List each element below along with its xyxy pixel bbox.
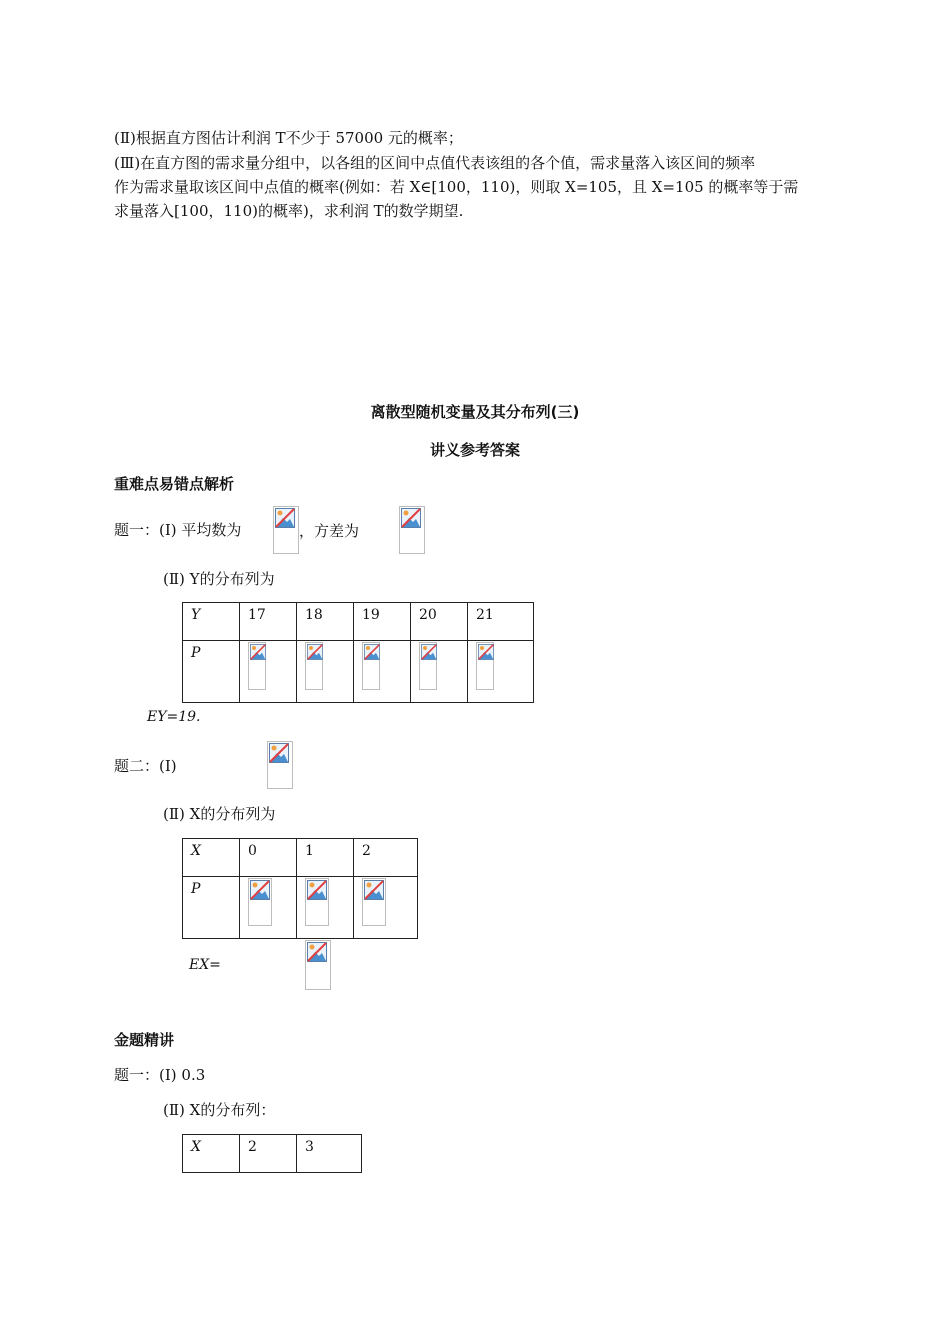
broken-image-icon — [250, 880, 270, 900]
question-part-3-line-3: 求量落入[100，110)的概率)，求利润 T的数学期望. — [114, 202, 464, 220]
problem-1-part-1 — [114, 520, 241, 540]
probability-formula-image — [248, 878, 272, 926]
broken-image-icon — [269, 743, 289, 763]
table-prob-cell — [354, 641, 411, 703]
table-value-cell: 2 — [354, 839, 418, 877]
table-value-cell: 1 — [297, 839, 354, 877]
table-value-cell: 17 — [240, 603, 297, 641]
golden-problem-1-part-2: (Ⅱ) X的分布列： — [163, 1101, 276, 1119]
broken-image-icon — [478, 644, 494, 660]
table-prob-cell — [240, 641, 297, 703]
variance-formula-image — [399, 506, 425, 554]
table-header-cell: P — [183, 641, 240, 703]
section-heading-2: 金题精讲 — [114, 1031, 175, 1049]
distribution-table-y — [182, 602, 534, 703]
table-header-cell: P — [183, 877, 240, 939]
table-prob-cell — [240, 877, 297, 939]
broken-image-icon — [307, 644, 323, 660]
table-header-cell: X — [183, 1135, 240, 1173]
question-part-3-line-1: (Ⅲ)在直方图的需求量分组中，以各组的区间中点值代表该组的各个值，需求量落入该区间的频率 — [114, 154, 756, 172]
table-header-cell: X — [183, 839, 240, 877]
table-value-cell: 21 — [468, 603, 534, 641]
table-prob-cell — [297, 877, 354, 939]
problem-2-part-2: (Ⅱ) X的分布列为 — [163, 805, 276, 823]
question-part-2: (Ⅱ)根据直方图估计利润 T不少于 57000 元的概率； — [114, 129, 463, 147]
problem-2-answer-image — [267, 741, 293, 789]
broken-image-icon — [307, 942, 327, 962]
broken-image-icon — [307, 880, 327, 900]
probability-formula-image — [362, 878, 386, 926]
broken-image-icon — [364, 644, 380, 660]
page-title: 离散型随机变量及其分布列(三) — [370, 403, 580, 421]
table-value-cell: 2 — [240, 1135, 297, 1173]
expectation-x: EX= — [189, 957, 221, 973]
problem-1-mean-label: 题一：(Ⅰ) 平均数为 — [114, 521, 242, 539]
probability-formula-image — [305, 642, 323, 690]
table-prob-cell — [411, 641, 468, 703]
table-prob-cell — [468, 641, 534, 703]
problem-1-part-2: (Ⅱ) Y的分布列为 — [163, 570, 275, 588]
golden-problem-1-part-1: 题一：(Ⅰ) 0.3 — [114, 1066, 206, 1084]
expectation-y: EY=19. — [147, 709, 201, 725]
broken-image-icon — [401, 508, 421, 528]
distribution-table-x-2 — [182, 1134, 362, 1173]
broken-image-icon — [275, 508, 295, 528]
broken-image-icon — [250, 644, 266, 660]
table-value-cell: 18 — [297, 603, 354, 641]
expectation-formula-image — [305, 940, 331, 990]
broken-image-icon — [364, 880, 384, 900]
broken-image-icon — [421, 644, 437, 660]
variance-label: ，方差为 — [299, 522, 360, 540]
probability-formula-image — [419, 642, 437, 690]
mean-formula-image — [273, 506, 299, 554]
problem-2-part-1: 题二：(Ⅰ) — [114, 757, 177, 775]
table-value-cell: 20 — [411, 603, 468, 641]
probability-formula-image — [362, 642, 380, 690]
table-prob-cell — [354, 877, 418, 939]
probability-formula-image — [248, 642, 266, 690]
probability-formula-image — [476, 642, 494, 690]
page-subtitle: 讲义参考答案 — [429, 441, 520, 459]
table-value-cell: 0 — [240, 839, 297, 877]
probability-formula-image — [305, 878, 329, 926]
table-value-cell: 19 — [354, 603, 411, 641]
table-value-cell: 3 — [297, 1135, 362, 1173]
distribution-table-x — [182, 838, 418, 939]
table-header-cell: Y — [183, 603, 240, 641]
question-part-3-line-2: 作为需求量取该区间中点值的概率(例如：若 X∈[100，110)，则取 X=105，且 X=105 的概率等于需 — [114, 178, 799, 196]
table-prob-cell — [297, 641, 354, 703]
section-heading-1: 重难点易错点解析 — [114, 475, 235, 493]
